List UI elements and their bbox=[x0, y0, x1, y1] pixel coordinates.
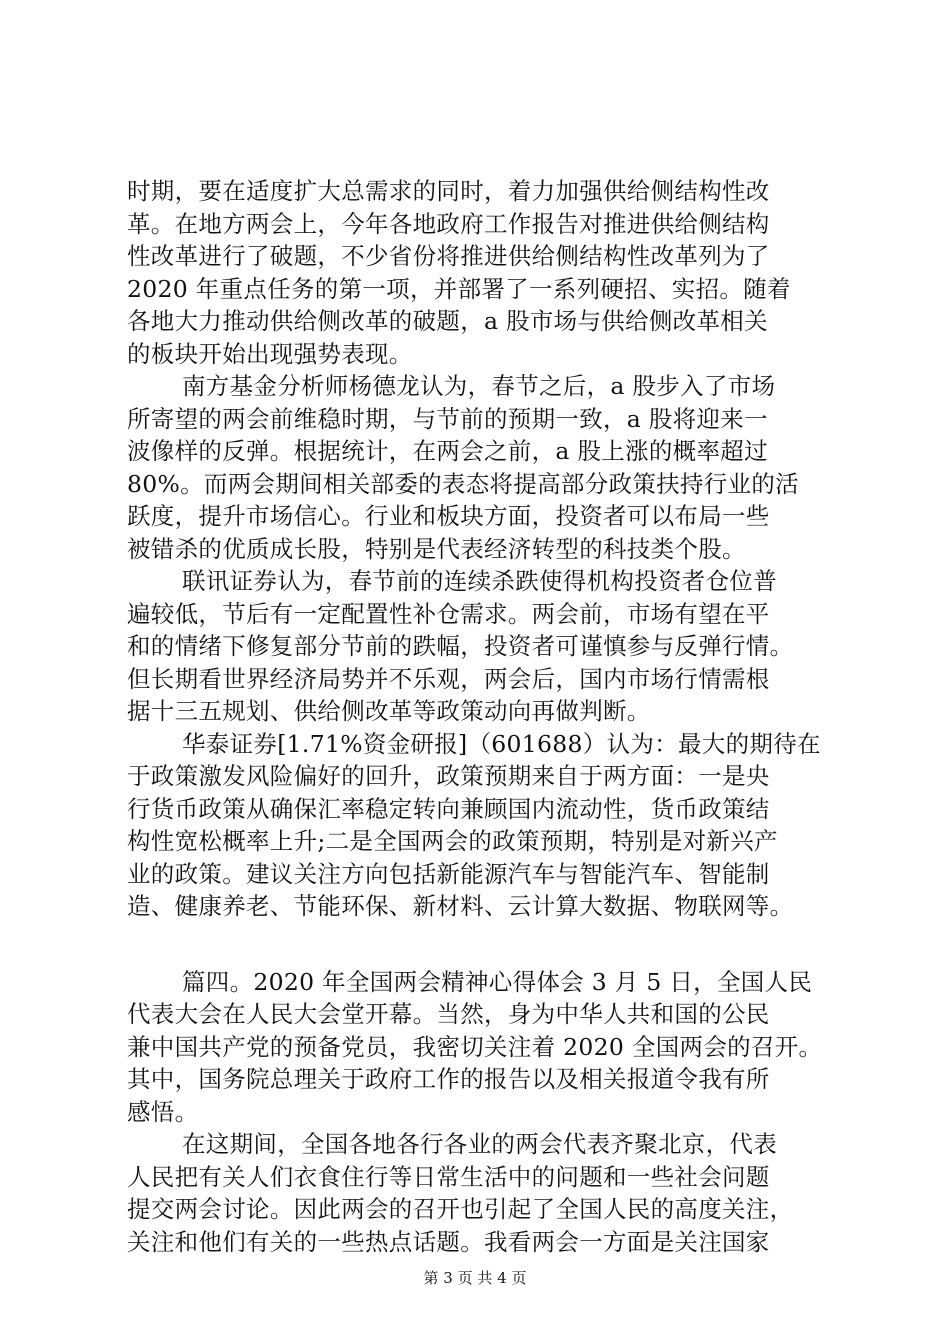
text-line: 于政策激发风险偏好的回升，政策预期来自于两方面：一是央 bbox=[127, 762, 770, 790]
text-line: 各地大力推动供给侧改革的破题，a 股市场与供给侧改革相关 bbox=[127, 307, 768, 335]
text-line: 其中，国务院总理关于政府工作的报告以及相关报道令我有所 bbox=[127, 1065, 770, 1093]
text-line: 在这期间，全国各地各行各业的两会代表齐聚北京，代表 bbox=[182, 1130, 777, 1158]
text-line: 被错杀的优质成长股，特别是代表经济转型的科技类个股。 bbox=[127, 534, 746, 563]
paragraph bbox=[127, 565, 849, 728]
text-line: 华泰证券[1.71%资金研报]（601688）认为：最大的期待在 bbox=[182, 729, 821, 758]
paragraph bbox=[127, 175, 849, 370]
text-line: 的板块开始出现强势表现。 bbox=[127, 339, 413, 368]
paragraph bbox=[127, 966, 849, 1129]
text-line: 性改革进行了破题，不少省份将推进供给侧结构性改革列为了 bbox=[127, 242, 770, 270]
text-line: 业的政策。建议关注方向包括新能源汽车与智能汽车、智能制 bbox=[127, 859, 770, 888]
text-line: 时期，要在适度扩大总需求的同时，着力加强供给侧结构性改 bbox=[127, 177, 770, 205]
text-line: 跃度，提升市场信心。行业和板块方面，投资者可以布局一些 bbox=[127, 502, 770, 530]
paragraph bbox=[127, 370, 849, 565]
text-line: 人民把有关人们衣食住行等日常生活中的问题和一些社会问题 bbox=[127, 1162, 770, 1191]
text-line: 80%。而两会期间相关部委的表态将提高部分政策扶持行业的活 bbox=[127, 469, 799, 498]
text-line: 代表大会在人民大会堂开幕。当然，身为中华人共和国的公民 bbox=[127, 1000, 770, 1028]
text-line: 构性宽松概率上升;二是全国两会的政策预期，特别是对新兴产 bbox=[127, 827, 778, 855]
text-line: 关注和他们有关的一些热点话题。我看两会一方面是关注国家 bbox=[127, 1227, 770, 1256]
text-line: 提交两会讨论。因此两会的召开也引起了全国人民的高度关注， bbox=[127, 1195, 794, 1223]
text-line: 行货币政策从确保汇率稳定转向兼顾国内流动性，货币政策结 bbox=[127, 794, 770, 823]
text-line: 但长期看世界经济局势并不乐观，两会后，国内市场行情需根 bbox=[127, 664, 770, 693]
text-line: 遍较低，节后有一定配置性补仓需求。两会前，市场有望在平 bbox=[127, 599, 770, 628]
document-body bbox=[127, 175, 849, 1258]
paragraph bbox=[127, 728, 849, 923]
text-line: 造、健康养老、节能环保、新材料、云计算大数据、物联网等。 bbox=[127, 892, 794, 920]
text-line: 革。在地方两会上，今年各地政府工作报告对推进供给侧结构 bbox=[127, 209, 770, 238]
text-line: 南方基金分析师杨德龙认为，春节之后，a 股步入了市场 bbox=[182, 372, 776, 400]
text-line: 联讯证券认为，春节前的连续杀跌使得机构投资者仓位普 bbox=[182, 567, 777, 595]
text-line: 2020 年重点任务的第一项，并部署了一系列硬招、实招。随着 bbox=[127, 274, 791, 303]
page-footer: 第 3 页 共 4 页 bbox=[423, 1269, 527, 1287]
text-line: 篇四。2020 年全国两会精神心得体会 3 月 5 日，全国人民 bbox=[182, 967, 813, 996]
paragraph-gap bbox=[127, 923, 849, 966]
text-line: 所寄望的两会前维稳时期，与节前的预期一致，a 股将迎来一 bbox=[127, 404, 768, 433]
text-line: 据十三五规划、供给侧改革等政策动向再做判断。 bbox=[127, 697, 651, 725]
text-line: 兼中国共产党的预备党员，我密切关注着 2020 全国两会的召开。 bbox=[127, 1032, 823, 1061]
text-line: 波像样的反弹。根据统计，在两会之前，a 股上涨的概率超过 bbox=[127, 437, 768, 465]
text-line: 和的情绪下修复部分节前的跌幅，投资者可谨慎参与反弹行情。 bbox=[127, 632, 794, 660]
paragraph bbox=[127, 1128, 849, 1258]
text-line: 感悟。 bbox=[127, 1097, 199, 1126]
